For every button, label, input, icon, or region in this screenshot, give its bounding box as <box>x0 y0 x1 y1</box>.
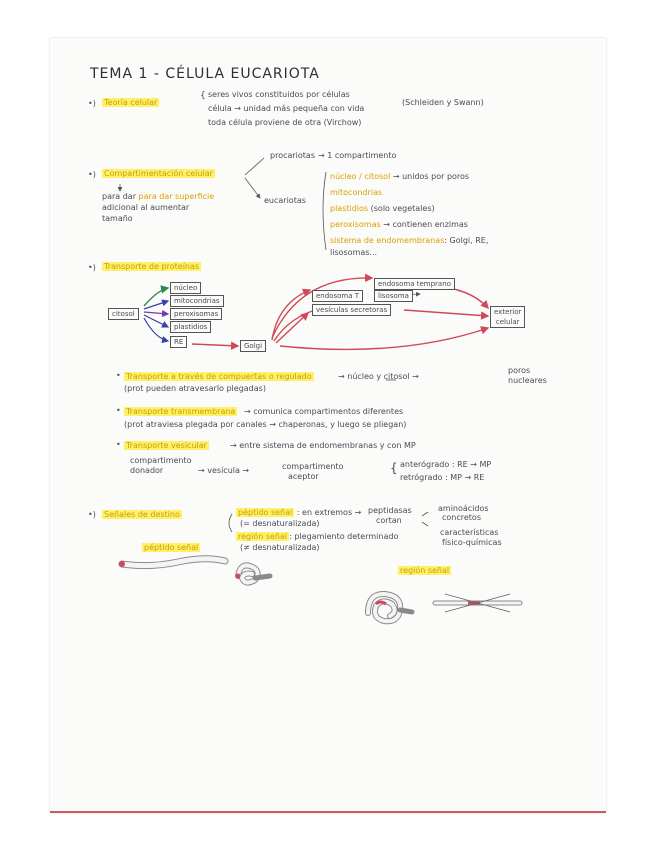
peptidasas-1: peptidasas <box>368 506 412 515</box>
arrow-vesic-exterior <box>404 310 488 316</box>
transporte-label: Transporte de proteínas <box>104 262 200 271</box>
bullet: •) <box>88 99 96 108</box>
arrow-procariotas <box>245 158 264 175</box>
lisosomas: lisosomas... <box>330 248 378 257</box>
arrow-re-golgi <box>192 344 238 346</box>
aminoacidos-2: concretos <box>442 513 481 522</box>
desnat-1: (= desnaturalizada) <box>240 519 320 528</box>
tipo-3-comp-1: compartimento <box>130 456 192 465</box>
box-peroxisomas: peroxisomas <box>170 308 222 320</box>
teoria-item-3: toda célula proviene de otra (Virchow) <box>208 118 362 127</box>
peptido-line: péptido señal : en extremos → <box>238 508 362 517</box>
tipo-3-comp-2: donador <box>130 466 164 475</box>
box-plastidios: plastidios <box>170 321 211 333</box>
compart-label: Compartimentación celular <box>104 169 213 178</box>
box-citosol: citosol <box>108 308 139 320</box>
desnat-2: (≠ desnaturalizada) <box>240 543 320 552</box>
tipo-1-label: Transporte a través de compuertas o regulado <box>126 372 312 381</box>
eucariotas: eucariotas <box>264 196 306 205</box>
caract-1: características <box>440 528 499 537</box>
peptide-folded-figure <box>236 565 271 582</box>
bullet-dot: • <box>116 406 121 415</box>
box-endosoma-temprano: endosoma temprano <box>374 278 455 290</box>
peptidasas-2: cortan <box>376 516 402 525</box>
arrow-plast <box>144 315 168 327</box>
reason-2: adicional al aumentar <box>102 203 190 212</box>
box-endosoma-t: endosoma T <box>312 290 363 302</box>
box-lisosoma: lisosoma <box>374 290 413 302</box>
anterogrado: anterógrado : RE → MP <box>400 460 492 469</box>
fig-peptido-label: péptido señal <box>144 543 199 552</box>
tipo-1-poros-1: poros <box>508 366 531 375</box>
brace: { <box>390 461 398 475</box>
box-exterior <box>490 306 525 328</box>
page-title: TEMA 1 - CÉLULA EUCARIOTA <box>90 66 320 82</box>
teoria-item-2: célula → unidad más pequeña con vida <box>208 104 365 113</box>
teoria-label: Teoría celular <box>104 98 158 107</box>
tipo-3-label: Transporte vesicular <box>126 441 207 450</box>
bullet-dot: • <box>116 440 121 449</box>
teoria-item-1: seres vivos constituidos por células <box>208 90 350 99</box>
tipo-3-vesicula: → vesícula → <box>198 466 250 475</box>
box-vesiculas: vesículas secretoras <box>312 304 391 316</box>
bullet: •) <box>88 510 96 519</box>
box-golgi: Golgi <box>240 340 266 352</box>
arrow-eucariotas <box>245 178 260 198</box>
procariotas-note: → 1 compartimento <box>318 151 397 160</box>
arrow-golgi-exterior <box>280 328 488 349</box>
tipo-2-note: (prot atraviesa plegada por canales → chaperonas, y luego se pliegan) <box>124 420 407 429</box>
senales-label: Señales de destino <box>104 510 180 519</box>
arrow-nucleo <box>144 288 168 306</box>
tipo-1-note: (prot pueden atravesarlo plegadas) <box>124 384 266 393</box>
reason-3: tamaño <box>102 214 133 223</box>
procariotas: procariotas <box>270 151 315 160</box>
tipo-3-acep-1: compartimento <box>282 462 344 471</box>
org-1: núcleo / citosol → unidos por poros <box>330 172 470 181</box>
fig-region-label: región señal <box>400 566 450 575</box>
notes-page <box>50 38 606 813</box>
box-re: RE <box>170 336 187 348</box>
region-line: región señal : plegamiento determinado <box>238 532 399 541</box>
brace-senales <box>229 514 232 532</box>
tipo-1-arrow: → núcleo y citosol → <box>338 372 419 381</box>
signal-tip <box>119 561 125 567</box>
brace-aminoacidos <box>422 512 428 526</box>
brace-eucariotas <box>323 172 326 250</box>
brace: { <box>200 91 206 101</box>
aminoacidos-1: aminoácidos <box>438 504 489 513</box>
arrow-perox <box>144 312 168 314</box>
tipo-2-label: Transporte transmembrana <box>126 407 236 416</box>
retrogrado: retrógrado : MP → RE <box>400 473 485 482</box>
region-straight-figure <box>435 594 520 612</box>
box-mitocondrias: mitocondrias <box>170 295 224 307</box>
tipo-1-poros-2: nucleares <box>508 376 547 385</box>
bullet: •) <box>88 263 96 272</box>
teoria-authors: (Schleiden y Swann) <box>402 98 484 107</box>
tipo-3-arrow: → entre sistema de endomembranas y con MP <box>230 441 416 450</box>
region-coiled-figure <box>368 594 412 621</box>
arrow-golgi-vesiculas <box>276 313 308 343</box>
org-3: plastidios (solo vegetales) <box>330 204 435 213</box>
bullet-dot: • <box>116 371 121 380</box>
tipo-3-acep-2: aceptor <box>288 472 319 481</box>
bullet: •) <box>88 170 96 179</box>
org-5: sistema de endomembranas: Golgi, RE, <box>330 236 489 245</box>
reason-1: para dar para dar superficie <box>102 192 215 201</box>
exterior-line-2: celular <box>495 318 520 326</box>
exterior-line-1: exterior <box>494 308 522 316</box>
org-2: mitocondrias <box>330 188 383 197</box>
tipo-2-arrow: → comunica compartimentos diferentes <box>244 407 404 416</box>
org-4: peroxisomas → contienen enzimas <box>330 220 468 229</box>
caract-2: físico-químicas <box>442 538 502 547</box>
box-nucleo: núcleo <box>170 282 201 294</box>
